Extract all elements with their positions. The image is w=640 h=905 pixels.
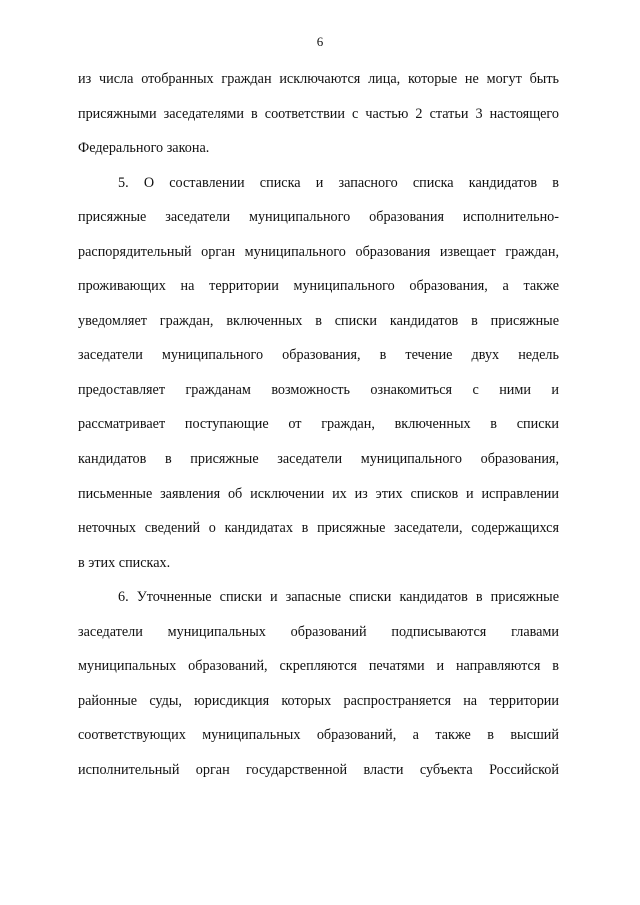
paragraph-continued xyxy=(78,70,559,174)
paragraph-5 xyxy=(78,174,559,589)
text-line: рассматривает поступающие от граждан, включенных в списки xyxy=(78,416,559,433)
text-line: районные суды, юрисдикция которых распространяется на территории xyxy=(78,692,559,709)
paragraph-6 xyxy=(78,588,559,795)
text-line: Федерального закона. xyxy=(78,140,210,157)
text-line: 5. О составлении списка и запасного списка кандидатов в xyxy=(118,174,559,191)
page-number: 6 xyxy=(316,34,324,49)
text-line: предоставляет гражданам возможность ознакомиться с ними и xyxy=(78,381,559,398)
text-line: распорядительный орган муниципального образования извещает граждан, xyxy=(78,243,559,260)
text-line: из числа отобранных граждан исключаются лица, которые не могут быть xyxy=(78,71,559,87)
text-line: проживающих на территории муниципального образования, а также xyxy=(78,278,559,295)
document-body xyxy=(78,70,559,795)
text-line: заседатели муниципальных образований подписываются главами xyxy=(78,623,559,640)
text-line: присяжные заседатели муниципального образования исполнительно- xyxy=(78,209,559,226)
text-line: уведомляет граждан, включенных в списки кандидатов в присяжные xyxy=(78,312,559,329)
text-line: соответствующих муниципальных образований, а также в высший xyxy=(78,727,559,744)
text-line: заседатели муниципального образования, в течение двух недель xyxy=(78,347,559,364)
text-line: неточных сведений о кандидатах в присяжные заседатели, содержащихся xyxy=(78,520,559,537)
text-line: кандидатов в присяжные заседатели муниципального образования, xyxy=(78,451,559,468)
text-line: письменные заявления об исключении их из этих списков и исправлении xyxy=(78,485,559,502)
text-line: 6. Уточненные списки и запасные списки кандидатов в присяжные xyxy=(118,589,559,606)
text-line: присяжными заседателями в соответствии с частью 2 статьи 3 настоящего xyxy=(78,105,559,122)
text-line: в этих списках. xyxy=(78,554,171,571)
text-line: муниципальных образований, скрепляются печатями и направляются в xyxy=(78,658,559,675)
text-line: исполнительный орган государственной власти субъекта Российской xyxy=(78,761,559,778)
